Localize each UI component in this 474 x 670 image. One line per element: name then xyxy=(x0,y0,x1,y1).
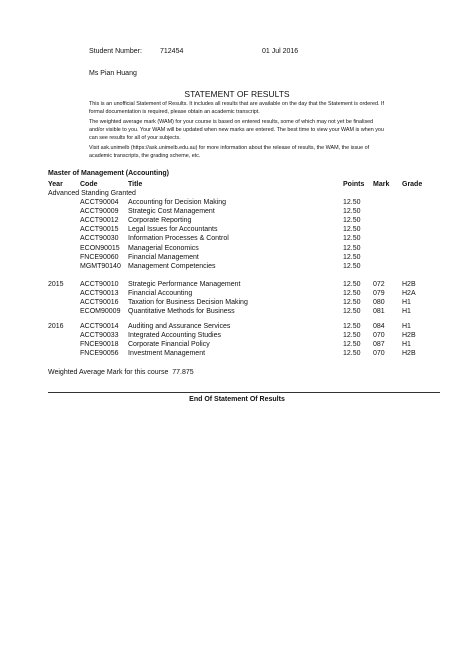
subject-grade: H2B xyxy=(402,350,416,357)
subject-code: ACCT90016 xyxy=(80,299,119,306)
subject-code: ACCT90010 xyxy=(80,281,119,288)
subject-code: FNCE90018 xyxy=(80,341,119,348)
subject-points: 12.50 xyxy=(343,263,361,270)
subject-grade: H2B xyxy=(402,281,416,288)
wam-value: 77.875 xyxy=(172,369,194,376)
subject-points: 12.50 xyxy=(343,226,361,233)
column-header-title: Title xyxy=(128,181,143,188)
subject-code: FNCE90056 xyxy=(80,350,119,357)
subject-points: 12.50 xyxy=(343,308,361,315)
course-title: Master of Management (Accounting) xyxy=(48,170,169,177)
table-row xyxy=(0,217,474,226)
subject-points: 12.50 xyxy=(343,350,361,357)
subject-points: 12.50 xyxy=(343,299,361,306)
subject-grade: H2B xyxy=(402,332,416,339)
subject-title: Taxation for Business Decision Making xyxy=(128,299,248,306)
subject-points: 12.50 xyxy=(343,199,361,206)
subject-points: 12.50 xyxy=(343,208,361,215)
subject-code: ACCT90013 xyxy=(80,290,119,297)
wam-label: Weighted Average Mark for this course xyxy=(48,369,169,376)
subject-code: ECOM90009 xyxy=(80,308,121,315)
intro-paragraph: Visit ask.unimelb (https://ask.unimelb.edu.au) for more information about the release of results, the WAM, the issue of academic transcripts, the grading scheme, etc. xyxy=(89,145,370,159)
subject-title: Financial Management xyxy=(128,254,199,261)
subject-code: ACCT90004 xyxy=(80,199,119,206)
student-number-label: Student Number: xyxy=(89,48,142,55)
student-number: 712454 xyxy=(160,48,184,55)
subject-mark: 070 xyxy=(373,332,385,339)
subject-title: Auditing and Assurance Services xyxy=(128,323,231,330)
table-row xyxy=(0,245,474,254)
column-header-year: Year xyxy=(48,181,63,188)
subject-points: 12.50 xyxy=(343,235,361,242)
subject-title: Corporate Financial Policy xyxy=(128,341,210,348)
subject-code: FNCE90060 xyxy=(80,254,119,261)
table-row xyxy=(0,226,474,235)
subject-grade: H1 xyxy=(402,308,411,315)
year-label: 2016 xyxy=(48,323,64,330)
subject-points: 12.50 xyxy=(343,332,361,339)
table-row xyxy=(0,281,474,290)
subject-title: Accounting for Decision Making xyxy=(128,199,227,206)
statement-date: 01 Jul 2016 xyxy=(262,48,299,55)
advanced-standing-label: Advanced Standing Granted xyxy=(48,190,136,197)
recipient-name: Ms Pian Huang xyxy=(89,70,137,77)
table-row xyxy=(0,254,474,263)
table-row xyxy=(0,199,474,208)
subject-code: ACCT90030 xyxy=(80,235,119,242)
subject-title: Information Processes & Control xyxy=(128,235,229,242)
subject-points: 12.50 xyxy=(343,254,361,261)
column-header-points: Points xyxy=(343,181,365,188)
table-row xyxy=(0,308,474,317)
subject-mark: 084 xyxy=(373,323,385,330)
subject-mark: 079 xyxy=(373,290,385,297)
table-row xyxy=(0,299,474,308)
subject-code: ACCT90033 xyxy=(80,332,119,339)
table-row xyxy=(0,350,474,359)
table-row xyxy=(0,290,474,299)
subject-title: Investment Management xyxy=(128,350,206,357)
table-row xyxy=(0,208,474,217)
subject-code: ACCT90015 xyxy=(80,226,119,233)
table-row xyxy=(0,263,474,272)
table-row xyxy=(0,341,474,350)
subject-points: 12.50 xyxy=(343,281,361,288)
subject-grade: H1 xyxy=(402,323,411,330)
intro-paragraph: This is an unofficial Statement of Results. It includes all results that are available on the day that the Statement is ordered. If formal documentation is required, please obtain an academic transcript. xyxy=(89,101,385,115)
subject-title: Quantitative Methods for Business xyxy=(128,308,235,315)
subject-mark: 070 xyxy=(373,350,385,357)
table-row xyxy=(0,323,474,332)
statement-title: STATEMENT OF RESULTS xyxy=(184,89,290,99)
subject-mark: 087 xyxy=(373,341,385,348)
subject-title: Corporate Reporting xyxy=(128,217,192,224)
wam-line xyxy=(48,369,194,376)
subject-title: Strategic Performance Management xyxy=(128,281,241,288)
intro-paragraph: The weighted average mark (WAM) for your course is based on entered results, some of which may not yet be finalised and/or visible to you. Your WAM will be updated when new marks are entered. The best time to view your WAM is when you can see results for all of your subjects. xyxy=(89,119,384,141)
table-row xyxy=(0,235,474,244)
column-header-grade: Grade xyxy=(402,181,423,188)
subject-code: ACCT90014 xyxy=(80,323,119,330)
subject-title: Managerial Economics xyxy=(128,245,199,252)
subject-points: 12.50 xyxy=(343,341,361,348)
column-header-mark: Mark xyxy=(373,181,390,188)
divider xyxy=(48,392,440,393)
subject-grade: H2A xyxy=(402,290,416,297)
column-header-code: Code xyxy=(80,181,98,188)
subject-title: Management Competencies xyxy=(128,263,216,270)
end-of-statement: End Of Statement Of Results xyxy=(189,396,285,403)
subject-points: 12.50 xyxy=(343,290,361,297)
subject-grade: H1 xyxy=(402,299,411,306)
subject-grade: H1 xyxy=(402,341,411,348)
subject-title: Legal Issues for Accountants xyxy=(128,226,218,233)
subject-mark: 072 xyxy=(373,281,385,288)
subject-mark: 080 xyxy=(373,299,385,306)
subject-title: Financial Accounting xyxy=(128,290,193,297)
subject-mark: 081 xyxy=(373,308,385,315)
subject-code: ACCT90012 xyxy=(80,217,119,224)
year-label: 2015 xyxy=(48,281,64,288)
intro-text xyxy=(89,100,389,162)
subject-points: 12.50 xyxy=(343,217,361,224)
subject-title: Strategic Cost Management xyxy=(128,208,215,215)
subject-points: 12.50 xyxy=(343,245,361,252)
subject-points: 12.50 xyxy=(343,323,361,330)
table-row xyxy=(0,332,474,341)
subject-code: ACCT90009 xyxy=(80,208,119,215)
subject-code: ECON90015 xyxy=(80,245,120,252)
subject-title: Integrated Accounting Studies xyxy=(128,332,222,339)
subject-code: MGMT90140 xyxy=(80,263,121,270)
